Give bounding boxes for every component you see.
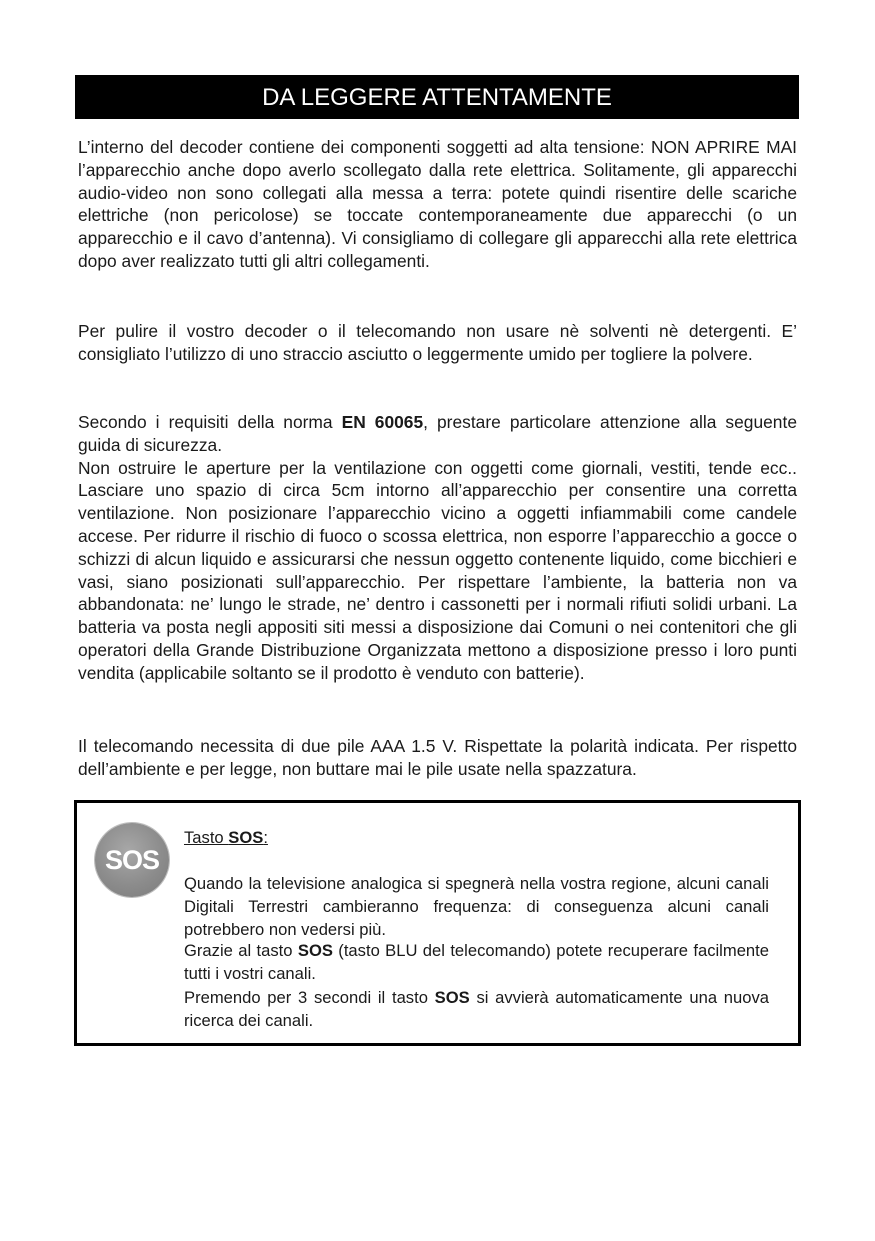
safety-guide-text: Non ostruire le aperture per la ventilazione con oggetti come giornali, vestiti, tende ecc.. Lasciare uno spazio di circa 5cm intorno all’apparecchio per consentire una corretta ventilazione. Non posizionare l’apparecchio vicino a oggetti infiammabili come candele accese. Per ridurre il rischio di fuoco o scossa elettrica, non esporre l’apparecchio a gocce o schizzi di alcun liquido e assicurarsi che nessun oggetto contenente liquido, come bicchieri e vasi, siano posizionati sull’apparecchio. Per rispettare l’ambiente, la batteria non va abbandonata: ne’ lungo le strade, ne’ dentro i cassonetti per i normali rifiuti solidi urbani. La batteria va posta negli appositi siti messi a disposizione dai Comuni o nei contenitori che gli operatori della Grande Distribuzione Organizzata mettono a disposizione presso i loro punti vendita (applicabile soltanto se il prodotto è venduto con batterie).: [78, 457, 797, 683]
safety-intro-text-end: , prestare particolare attenzione alla seguente guida di sicurezza.: [78, 412, 797, 455]
sos-title-suffix: :: [263, 828, 268, 847]
safety-intro-text: Secondo i requisiti della norma: [78, 412, 342, 432]
sos-title: [184, 827, 268, 849]
sos-text-segment: si avvierà automaticamente una nuova ricerca dei canali.: [184, 988, 770, 1030]
sos-key-label: SOS: [434, 988, 470, 1007]
warning-paragraph-high-voltage: L’interno del decoder contiene dei componenti soggetti ad alta tensione: NON APRIRE MAI l’apparecchio anche dopo averlo scollegato dalla rete elettrica. Solitamente, gli apparecchi audio-video non sono collegati alla messa a terra: potete quindi risentire delle scariche elettriche (non pericolose) se toccate contemporaneamente due apparecchi (o un apparecchio e il cavo d’antenna). Vi consigliamo di collegare gli apparecchi alla rete elettrica dopo aver realizzato tutti gli altri collegamenti.: [78, 137, 797, 271]
sos-key-label: SOS: [297, 941, 333, 960]
sos-text-recover-channels: [184, 940, 769, 986]
sos-title-key: SOS: [228, 828, 264, 847]
cleaning-paragraph: Per pulire il vostro decoder o il telecomando non usare nè solventi nè detergenti. E’ consigliato l’utilizzo di uno straccio asciutto o leggermente umido per togliere la polvere.: [78, 321, 797, 364]
page-title: DA LEGGERE ATTENTAMENTE: [75, 75, 799, 119]
battery-paragraph: Il telecomando necessita di due pile AAA 1.5 V. Rispettate la polarità indicata. Per rispetto dell’ambiente e per legge, non buttare mai le pile usate nella spazzatura.: [78, 736, 797, 779]
norm-reference: EN 60065: [341, 412, 424, 432]
sos-text-segment: Premendo per 3 secondi il tasto: [184, 988, 435, 1007]
sos-info-box: [74, 800, 801, 1046]
safety-paragraph: [78, 411, 797, 685]
sos-icon: SOS: [95, 823, 169, 897]
sos-title-prefix: Tasto: [184, 828, 229, 847]
sos-text-segment: (tasto BLU del telecomando) potete recuperare facilmente tutti i vostri canali.: [184, 941, 769, 983]
sos-text-analog-switchoff: Quando la televisione analogica si spegnerà nella vostra regione, alcuni canali Digitali Terrestri cambieranno frequenza: di conseguenza alcuni canali potrebbero non vedersi più.: [184, 874, 769, 939]
sos-text-segment: Grazie al tasto: [184, 941, 298, 960]
sos-text-auto-scan: [184, 987, 769, 1033]
